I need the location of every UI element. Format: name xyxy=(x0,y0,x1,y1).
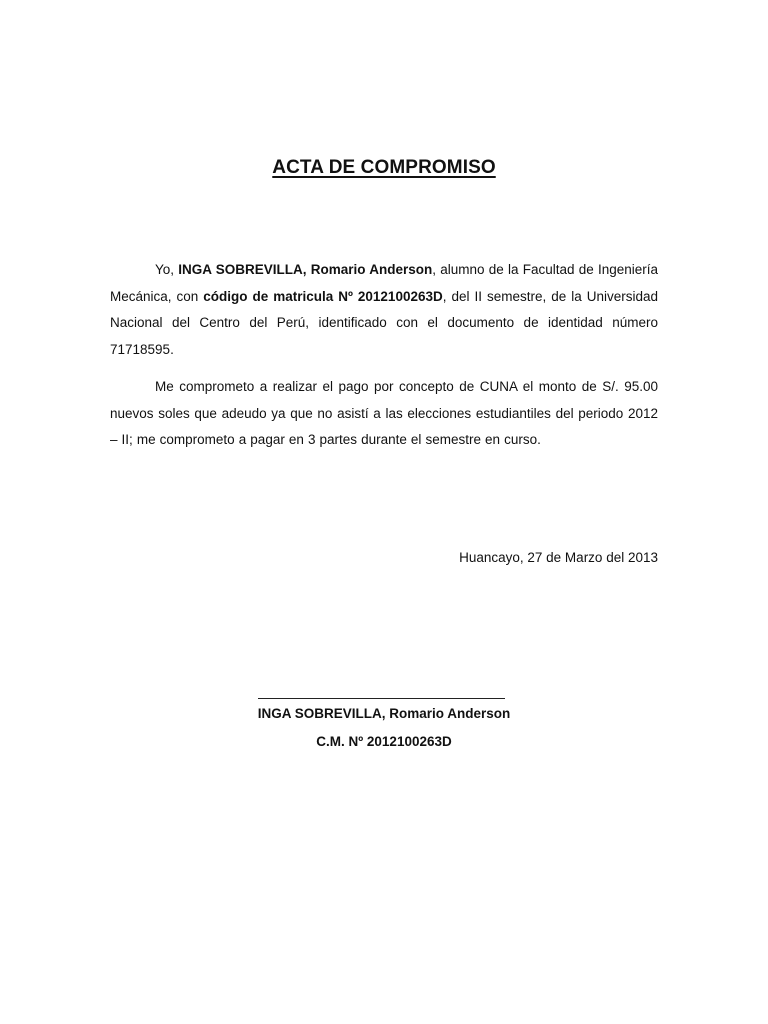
signature-name: INGA SOBREVILLA, Romario Anderson xyxy=(257,706,511,721)
paragraph1-text-2: , alumno de la Facultad de Ingeniería Mecánica, con xyxy=(110,262,659,304)
paragraph-identification xyxy=(110,257,658,363)
paragraph1-text-3: , del II semestre, de la Universidad Nacional del Centro del Perú, identificado con el documento de identidad número 71718595. xyxy=(110,288,658,357)
enrollment-code: código de matricula Nº 2012100263D xyxy=(203,288,443,304)
signature-code: C.M. Nº 2012100263D xyxy=(316,734,452,749)
student-name: INGA SOBREVILLA, Romario Anderson xyxy=(178,262,433,277)
paragraph2-text: Me comprometo a realizar el pago por concepto de CUNA el monto de S/. 95.00 nuevos soles que adeudo ya que no asistí a las elecciones estudiantiles del periodo 2012 – II; me comprometo a pagar en 3 partes durante el semestre en curso. xyxy=(110,379,658,447)
paragraph-commitment xyxy=(110,374,658,454)
paragraph1-text-1: Yo, xyxy=(155,262,179,277)
document-title: ACTA DE COMPROMISO xyxy=(272,157,496,178)
signature-line xyxy=(258,698,505,699)
place-and-date: Huancayo, 27 de Marzo del 2013 xyxy=(459,550,658,565)
